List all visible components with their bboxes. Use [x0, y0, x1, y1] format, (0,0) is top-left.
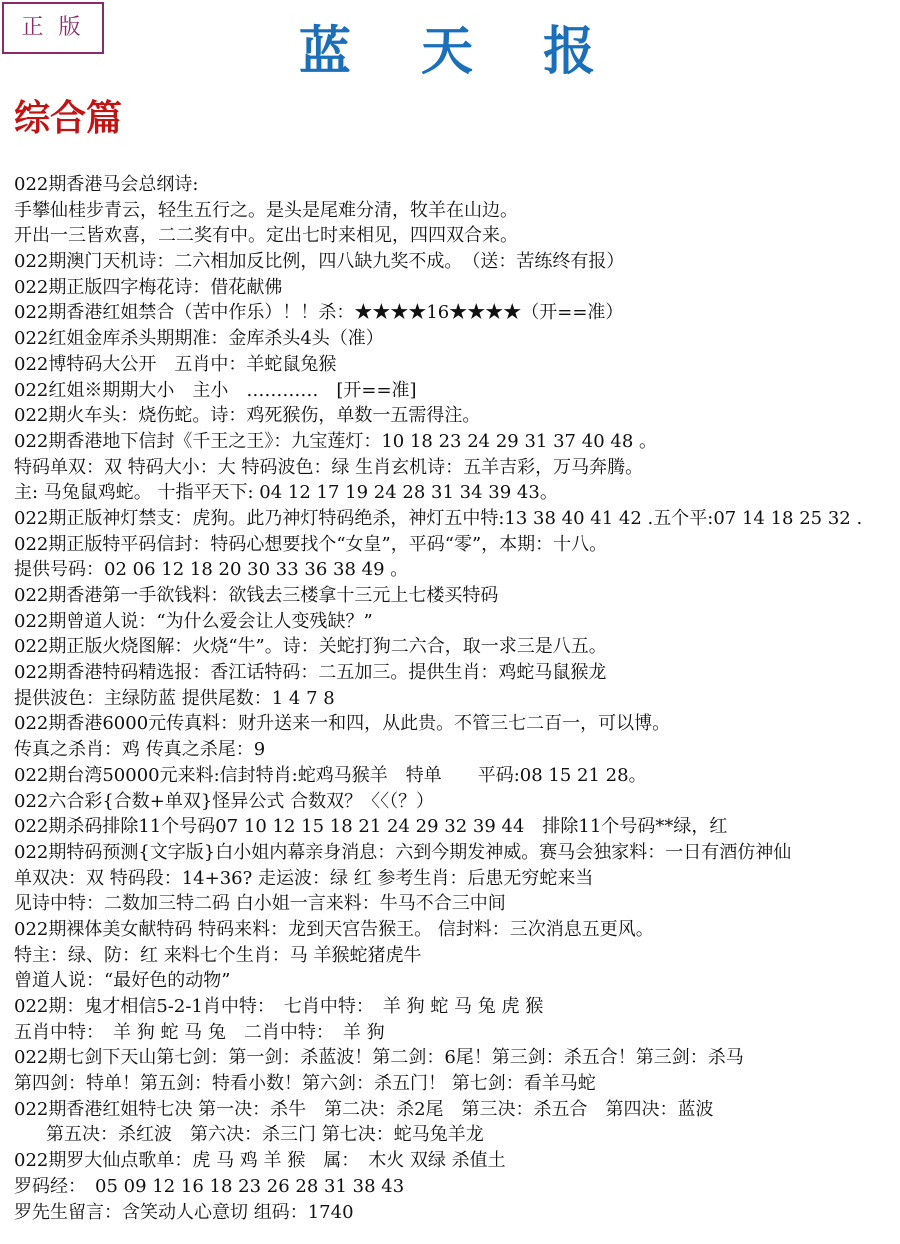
text-line: 特码单双：双 特码大小：大 特码波色：绿 生肖玄机诗：五羊吉彩，万马奔腾。: [14, 456, 644, 478]
text-line: 传真之杀肖：鸡 传真之杀尾：9: [14, 739, 266, 761]
text-line: 022六合彩{合数+单双}怪异公式 合数双？〈〈（？）: [14, 790, 435, 812]
text-line: 第四剑：特单！第五剑：特看小数！第六剑：杀五门！ 第七剑：看羊马蛇: [14, 1073, 596, 1095]
text-line: 022期七剑下天山第七剑：第一剑：杀蓝波！第二剑：6尾！第三剑：杀五合！第三剑：杀马: [14, 1047, 744, 1069]
text-line: 022期正版特平码信封：特码心想要找个“女皇”，平码“零”，本期：十八。: [14, 533, 608, 555]
text-line: 曾道人说：“最好色的动物”: [14, 970, 231, 992]
text-line: 022博特码大公开 五肖中：羊蛇鼠兔猴: [14, 353, 337, 375]
text-line: 022期香港红姐禁合（苦中作乐）！！杀：★★★★16★★★★（开==准）: [14, 302, 624, 324]
text-line: 022期正版火烧图解：火烧“牛”。诗：关蛇打狗二六合，取一求三是八五。: [14, 636, 607, 658]
text-line: 022期香港马会总纲诗:: [14, 174, 199, 195]
text-line: 022期香港红姐特七决 第一决：杀牛 第二决：杀2尾 第三决：杀五合 第四决：蓝波: [14, 1098, 714, 1120]
text-line: 022期特码预测{文字版}白小姐内幕亲身消息：六到今期发神威。赛马会独家料：一日有酒仿神仙: [14, 841, 792, 863]
text-line: 提供号码：02 06 12 18 20 30 33 36 38 49 。: [14, 559, 409, 581]
text-line: 022红姐金库杀头期期准：金库杀头4头（准）: [14, 328, 384, 350]
text-line: 022期正版神灯禁支：虎狗。此乃神灯特码绝杀，神灯五中特:13 38 40 41 42 .五个平:07 14 18 25 32 .: [14, 507, 863, 529]
text-line: 022期曾道人说：“为什么爱会让人变残缺？”: [14, 610, 373, 632]
text-line: 特主：绿、防：红 来料七个生肖：马 羊猴蛇猪虎牛: [14, 944, 422, 966]
text-line: 罗先生留言：含笑动人心意切 组码：1740: [14, 1201, 354, 1223]
text-line: 022期罗大仙点歌单：虎 马 鸡 羊 猴 属： 木火 双绿 杀值土: [14, 1150, 506, 1172]
edition-badge: 正 版: [2, 2, 104, 54]
text-line: 022期正版四字梅花诗：借花献佛: [14, 276, 283, 298]
text-line: 022期香港第一手欲钱料：欲钱去三楼拿十三元上七楼买特码: [14, 585, 499, 606]
section-heading: 综合篇: [14, 97, 123, 139]
text-line: 第五决：杀红波 第六决：杀三门 第七决：蛇马兔羊龙: [46, 1124, 484, 1146]
text-line: 手攀仙桂步青云，轻生五行之。是头是尾难分清，牧羊在山边。: [14, 199, 518, 221]
text-line: 五肖中特： 羊 狗 蛇 马 兔 二肖中特： 羊 狗: [14, 1021, 385, 1043]
text-line: 见诗中特：二数加三特二码 白小姐一言来料：牛马不合三中间: [14, 893, 506, 915]
content-body: [14, 172, 898, 1225]
text-line: 022期澳门天机诗：二六相加反比例，四八缺九奖不成。 （送：苦练终有报）: [14, 251, 625, 273]
text-line: 022期香港特码精选报：香江话特码：二五加三。提供生肖：鸡蛇马鼠猴龙: [14, 662, 607, 684]
text-line: 提供波色：主绿防蓝 提供尾数：1 4 7 8: [14, 687, 335, 709]
text-line: 022红姐※期期大小 主小 ………… [开==准]: [14, 379, 417, 401]
page-title: 蓝 天 报: [298, 21, 622, 82]
text-line: 022期香港6000元传真料：财升送来一和四，从此贵。不管三七二百一，可以博。: [14, 713, 671, 735]
text-line: 022期杀码排除11个号码07 10 12 15 18 21 24 29 32 39 44 排除11个号码**绿，红: [14, 816, 728, 838]
text-line: 022期火车头：烧伤蛇。诗：鸡死猴伤，单数一五需得注。: [14, 405, 481, 427]
text-line: 022期香港地下信封《千王之王》：九宝莲灯：10 18 23 24 29 31 37 40 48 。: [14, 430, 657, 452]
text-line: 022期：鬼才相信5-2-1肖中特： 七肖中特： 羊 狗 蛇 马 兔 虎 猴: [14, 996, 544, 1017]
text-line: 开出一三皆欢喜，二二奖有中。定出七时来相见，四四双合来。: [14, 225, 518, 247]
text-line: 罗码经： 05 09 12 16 18 23 26 28 31 38 43: [14, 1175, 405, 1197]
text-line: 主: 马兔鼠鸡蛇。 十指平天下: 04 12 17 19 24 28 31 34 39 43。: [14, 482, 558, 504]
text-line: 022期台湾50000元来料:信封特肖:蛇鸡马猴羊 特单 平码:08 15 21 28。: [14, 764, 647, 786]
text-line: 022期裸体美女献特码 特码来料：龙到天宫告猴王。 信封料：三次消息五更风。: [14, 918, 654, 940]
text-line: 单双决：双 特码段：14+36? 走运波：绿 红 参考生肖：后患无穷蛇来当: [14, 867, 594, 889]
